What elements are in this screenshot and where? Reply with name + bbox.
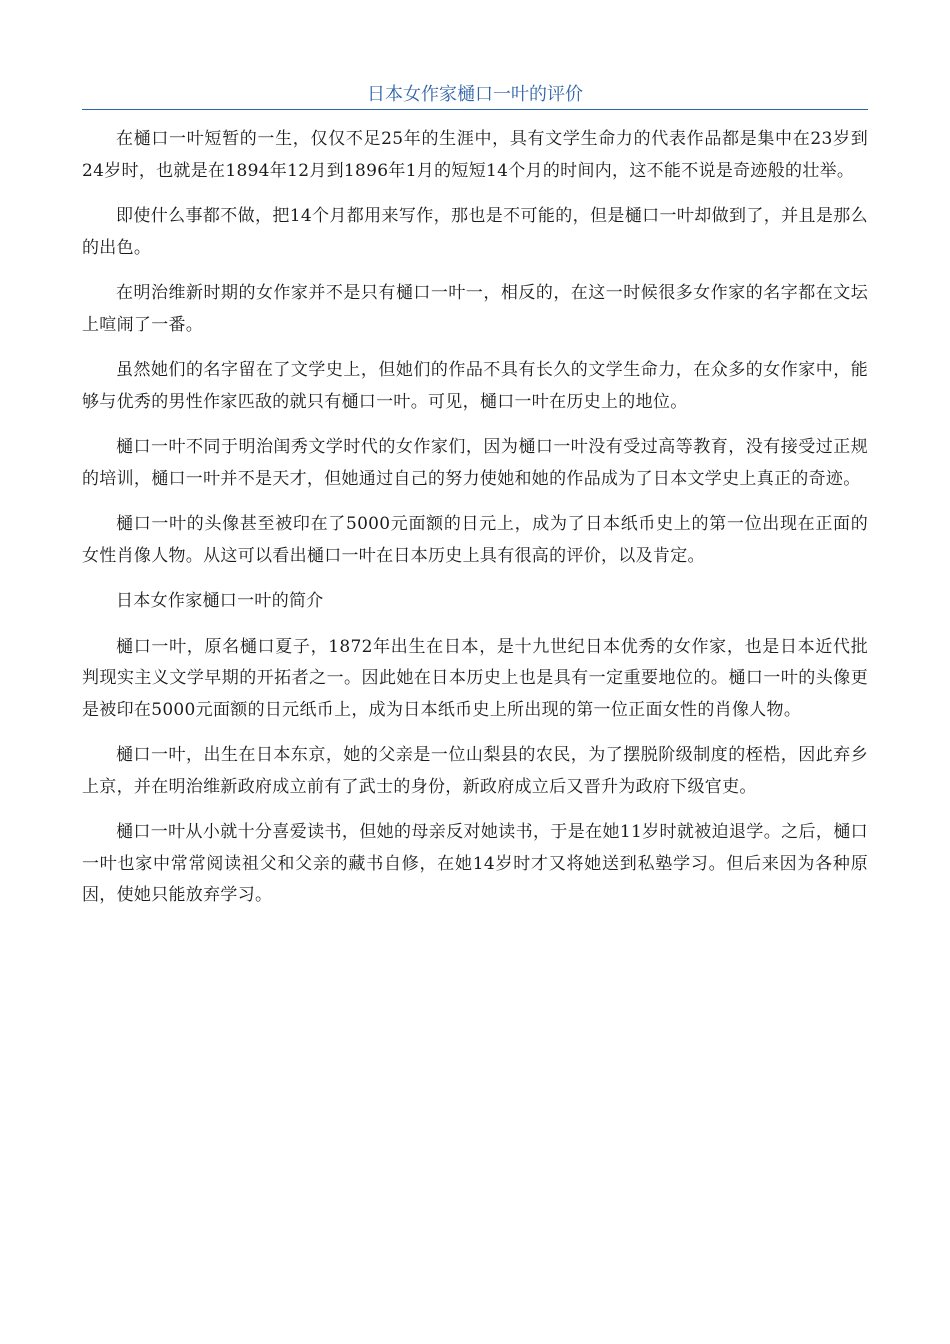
document-body (82, 124, 868, 926)
paragraph: 樋口一叶的头像甚至被印在了5000元面额的日元上，成为了日本纸币史上的第一位出现在正面的女性肖像人物。从这可以看出樋口一叶在日本历史上具有很高的评价，以及肯定。 (82, 514, 868, 566)
paragraph: 樋口一叶，原名樋口夏子，1872年出生在日本，是十九世纪日本优秀的女作家，也是日本近代批判现实主义文学早期的开拓者之一。因此她在日本历史上也是具有一定重要地位的。樋口一叶的头像更是被印在5000元面额的日元纸币上，成为日本纸币史上所出现的第一位正面女性的肖像人物。 (82, 636, 868, 720)
paragraph: 在樋口一叶短暂的一生，仅仅不足25年的生涯中，具有文学生命力的代表作品都是集中在23岁到24岁时，也就是在1894年12月到1896年1月的短短14个月的时间内，这不能不说是奇迹般的壮举。 (82, 129, 868, 181)
paragraph: 樋口一叶不同于明治闺秀文学时代的女作家们，因为樋口一叶没有受过高等教育，没有接受过正规的培训，樋口一叶并不是天才，但她通过自己的努力使她和她的作品成为了日本文学史上真正的奇迹。 (82, 437, 868, 489)
section-heading: 日本女作家樋口一叶的简介 (116, 591, 324, 611)
paragraph: 在明治维新时期的女作家并不是只有樋口一叶一，相反的，在这一时候很多女作家的名字都在文坛上喧闹了一番。 (82, 283, 868, 335)
header-divider (82, 109, 868, 110)
paragraph: 樋口一叶，出生在日本东京，她的父亲是一位山梨县的农民，为了摆脱阶级制度的桎梏，因此弃乡上京，并在明治维新政府成立前有了武士的身份，新政府成立后又晋升为政府下级官吏。 (82, 745, 868, 797)
paragraph: 樋口一叶从小就十分喜爱读书，但她的母亲反对她读书，于是在她11岁时就被迫退学。之后，樋口一叶也家中常常阅读祖父和父亲的藏书自修，在她14岁时才又将她送到私塾学习。但后来因为各种原因，使她只能放弃学习。 (82, 822, 868, 905)
page-title: 日本女作家樋口一叶的评价 (367, 84, 583, 105)
paragraph: 虽然她们的名字留在了文学史上，但她们的作品不具有长久的文学生命力，在众多的女作家中，能够与优秀的男性作家匹敌的就只有樋口一叶。可见，樋口一叶在历史上的地位。 (82, 360, 868, 412)
paragraph: 即使什么事都不做，把14个月都用来写作，那也是不可能的，但是樋口一叶却做到了，并且是那么的出色。 (82, 206, 868, 258)
